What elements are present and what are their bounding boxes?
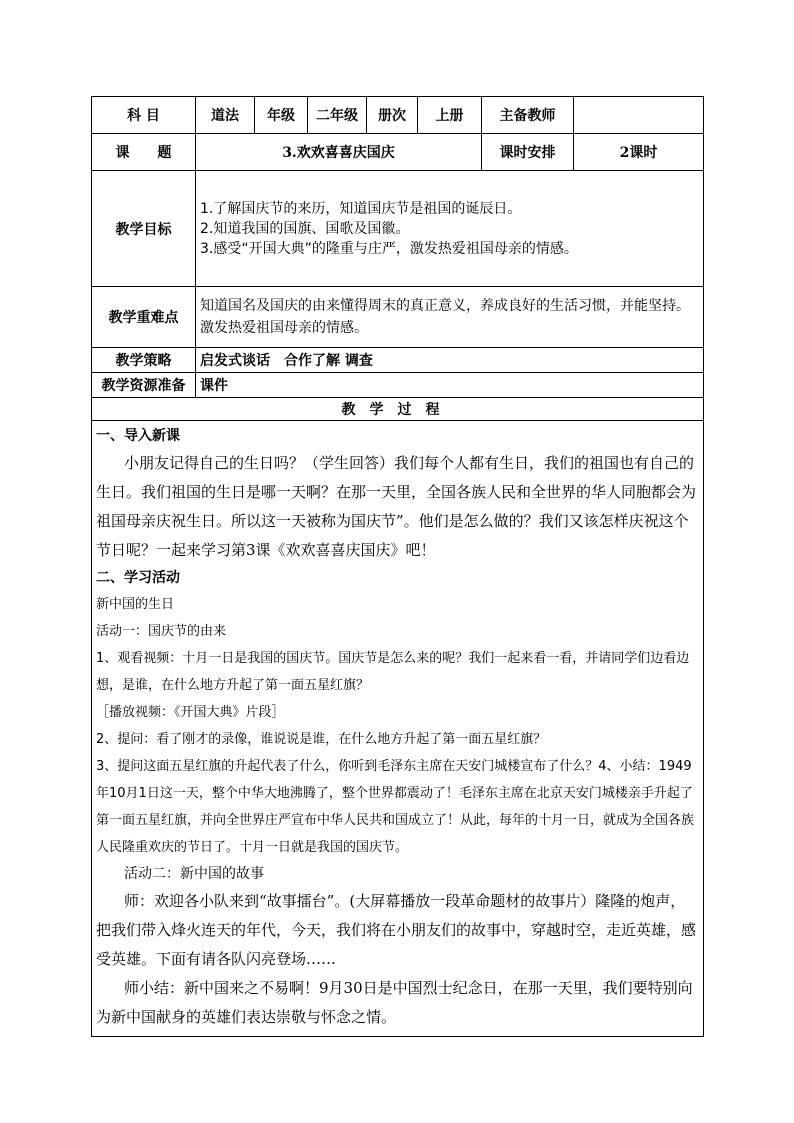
volume-label: 册次	[367, 97, 418, 134]
difficulties-text: 知道国名及国庆的由来懂得周末的真正意义，养成良好的生活习惯，并能坚持。激发热爱祖国母亲的情感。	[196, 287, 704, 348]
grade-value: 二年级	[308, 97, 367, 134]
section1-title: 一、导入新课	[96, 428, 180, 444]
teacher-label: 主备教师	[482, 97, 574, 134]
section1-text: 小朋友记得自己的生日吗？（学生回答）我们每个人都有生日，我们的祖国也有自己的生日。我们祖国的生日是哪一天啊？在那一天里，全国各族人民和全世界的华人同胞都会为祖国母亲庆祝生日。所以这一天被称为国庆节”。他们是怎么做的？我们又该怎样庆祝这个节日呢？一起来学习第3课《欢欢喜喜庆国庆》吧！	[96, 454, 697, 559]
subject-value: 道法	[196, 97, 255, 134]
difficulties-row	[92, 287, 704, 348]
step3-text: 3、提问这面五星红旗的升起代表了什么，你听到毛泽东主席在天安门城楼宣布了什么？4、小结：1949年10月1日这一天，整个中华大地沸腾了，整个世界都震动了！毛泽东主席在北京天安门城楼亲手升起了第一面五星红旗，并向全世界庄严宣布中华人民共和国成立了！从此，每年的十月一日，就成为全国各族人民隆重欢庆的节日了。十月一日就是我国的国庆节。	[96, 759, 695, 855]
teacher-text: 师：欢迎各小队来到“故事擂台”。(大屏幕播放一段革命题材的故事片）隆隆的炮声，把我们带入烽火连天的年代，今天，我们将在小朋友们的故事中，穿越时空，走近英雄，感受英雄。下面有请各队闪亮登场……	[96, 892, 697, 968]
volume-value: 上册	[418, 97, 482, 134]
process-content	[92, 421, 704, 1037]
activity1-title: 活动一：国庆节的由来	[96, 624, 227, 639]
strategy-text: 启发式谈话 合作了解 调查	[196, 348, 704, 373]
hours-value: 2课时	[574, 134, 704, 171]
goals-content	[196, 171, 704, 287]
summary-text: 师小结：新中国来之不易啊！9月30日是中国烈士纪念日，在那一天里，我们要特别向为新中国献身的英雄们表达崇敬与怀念之情。	[96, 979, 693, 1026]
section2-title: 二、学习活动	[96, 570, 180, 586]
video-note: ［播放视频：《开国大典》片段］	[96, 705, 285, 720]
step1-text: 1、观看视频：十月一日是我国的国庆节。国庆节是怎么来的呢？我们一起来看一看，并请同学们边看边想，是谁，在什么地方升起了第一面五星红旗？	[96, 651, 690, 693]
hours-label: 课时安排	[482, 134, 574, 171]
teacher-value	[574, 97, 704, 134]
topic-row	[92, 134, 704, 171]
process-title: 教学过程	[92, 398, 704, 421]
difficulties-label: 教学重难点	[92, 287, 196, 348]
goal-item: 2.知道我国的国旗、国歌及国徽。	[200, 220, 410, 237]
resources-row	[92, 373, 704, 398]
topic-label: 课 题	[92, 134, 196, 171]
process-title-row	[92, 398, 704, 421]
resources-label: 教学资源准备	[92, 373, 196, 398]
goals-label: 教学目标	[92, 171, 196, 287]
topic-value: 3.欢欢喜喜庆国庆	[196, 134, 482, 171]
subject-label: 科 目	[92, 97, 196, 134]
sub-title: 新中国的生日	[96, 597, 175, 612]
process-row	[92, 421, 704, 1037]
resources-text: 课件	[196, 373, 704, 398]
grade-label: 年级	[255, 97, 308, 134]
strategy-label: 教学策略	[92, 348, 196, 373]
activity2-title: 活动二：新中国的故事	[124, 866, 264, 882]
step2-text: 2、提问：看了刚才的录像，谁说说是谁，在什么地方升起了第一面五星红旗？	[96, 732, 547, 747]
goal-item: 1.了解国庆节的来历，知道国庆节是祖国的诞辰日。	[200, 200, 522, 217]
goals-row	[92, 171, 704, 287]
lesson-plan-table	[91, 96, 704, 1037]
strategy-row	[92, 348, 704, 373]
goal-item: 3.感受“开国大典”的隆重与庄严，激发热爱祖国母亲的情感。	[200, 240, 578, 257]
header-row	[92, 97, 704, 134]
lesson-plan-sheet	[91, 96, 703, 1037]
